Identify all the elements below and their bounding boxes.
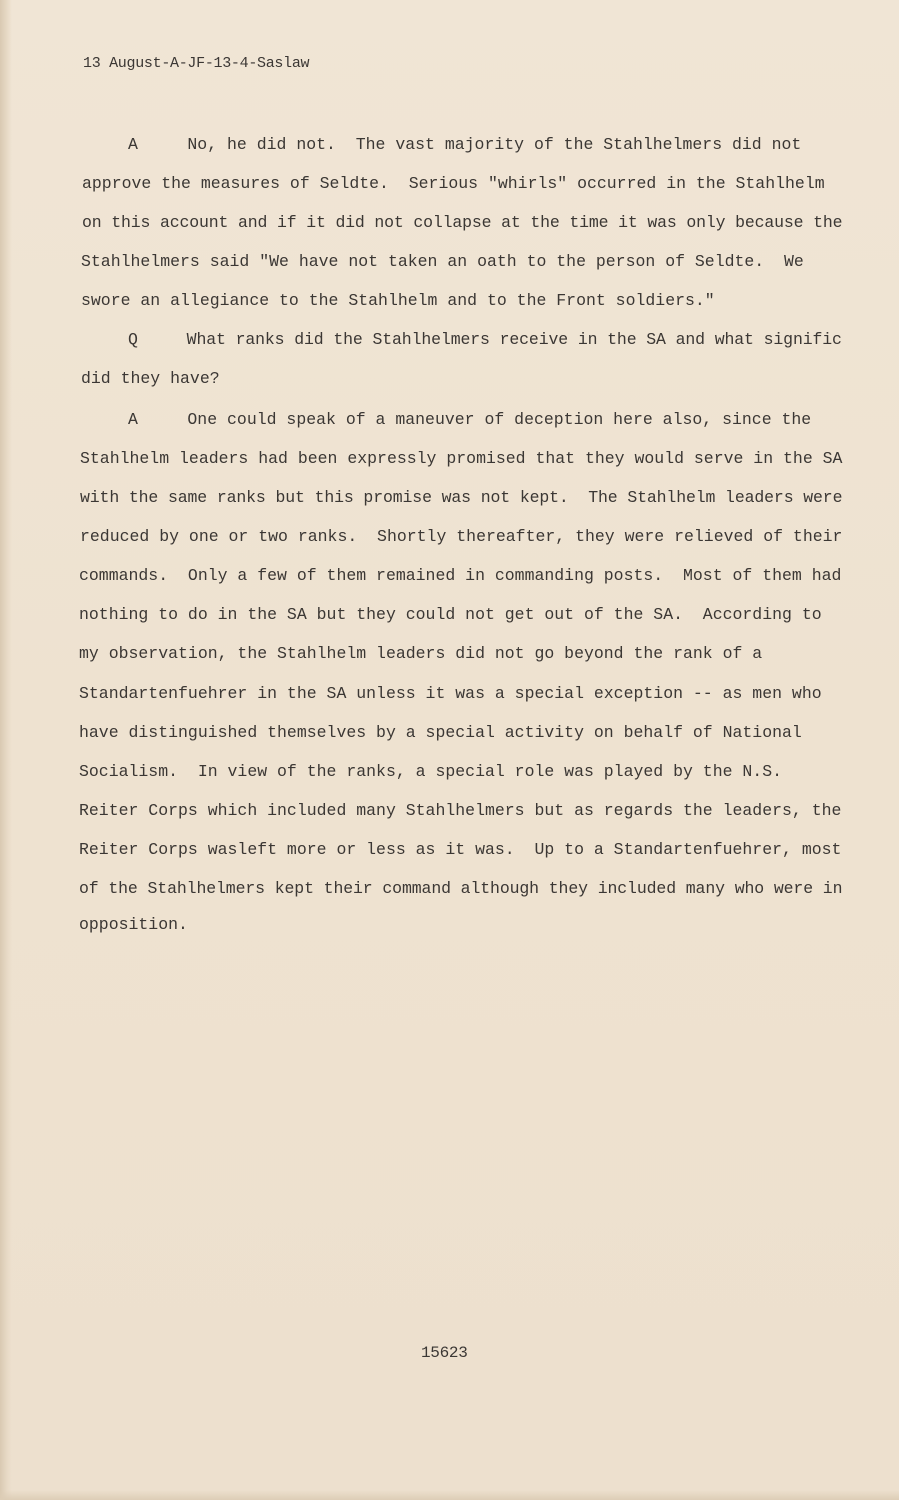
- document-reference-header: 13 August-A-JF-13-4-Saslaw: [83, 55, 310, 72]
- body-line-4: Stahlhelmers said "We have not taken an oath to the person of Seldte. We: [81, 252, 804, 271]
- body-line-19: Reiter Corps wasleft more or less as it was. Up to a Standartenfuehrer, most: [79, 840, 842, 859]
- body-line-12: commands. Only a few of them remained in commanding posts. Most of them had: [79, 566, 842, 585]
- body-line-11: reduced by one or two ranks. Shortly thereafter, they were relieved of their: [80, 527, 843, 546]
- body-line-16: have distinguished themselves by a special activity on behalf of National: [79, 723, 802, 742]
- body-line-3: on this account and if it did not collapse at the time it was only because the: [82, 213, 843, 232]
- body-line-8: A One could speak of a maneuver of deception here also, since the: [128, 410, 812, 429]
- body-line-14: my observation, the Stahlhelm leaders did not go beyond the rank of a: [79, 644, 763, 663]
- body-line-10: with the same ranks but this promise was not kept. The Stahlhelm leaders were: [80, 488, 843, 507]
- body-line-21: opposition.: [79, 915, 188, 934]
- body-line-7: did they have?: [81, 369, 220, 388]
- body-line-2: approve the measures of Seldte. Serious "whirls" occurred in the Stahlhelm: [82, 174, 825, 193]
- body-line-5: swore an allegiance to the Stahlhelm and to the Front soldiers.": [81, 291, 715, 310]
- body-line-6: Q What ranks did the Stahlhelmers receive in the SA and what signific: [128, 330, 842, 349]
- page-number: 15623: [421, 1344, 468, 1362]
- body-line-17: Socialism. In view of the ranks, a special role was played by the N.S.: [79, 762, 783, 781]
- body-line-9: Stahlhelm leaders had been expressly promised that they would serve in the SA: [80, 449, 843, 468]
- body-line-15: Standartenfuehrer in the SA unless it was a special exception -- as men who: [79, 684, 822, 703]
- body-line-18: Reiter Corps which included many Stahlhelmers but as regards the leaders, the: [79, 801, 842, 820]
- page-bottom-shadow: [0, 1490, 899, 1500]
- body-line-1: A No, he did not. The vast majority of the Stahlhelmers did not: [128, 135, 802, 154]
- page-edge-shadow: [0, 0, 12, 1500]
- body-line-13: nothing to do in the SA but they could not get out of the SA. According to: [79, 605, 822, 624]
- body-line-20: of the Stahlhelmers kept their command although they included many who were in: [79, 879, 843, 898]
